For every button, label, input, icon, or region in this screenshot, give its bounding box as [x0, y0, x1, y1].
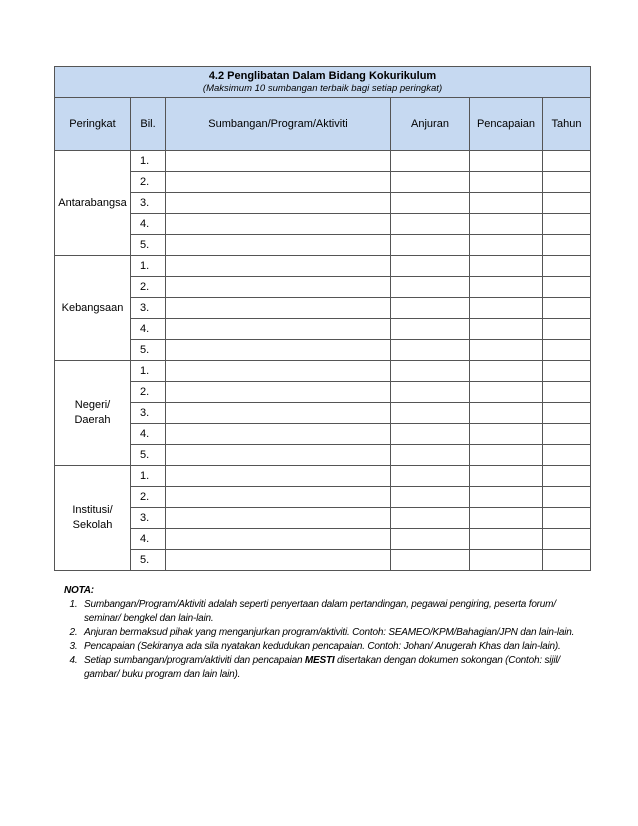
tahun-cell[interactable] [543, 319, 591, 340]
tahun-cell[interactable] [543, 214, 591, 235]
sumbangan-cell[interactable] [166, 550, 391, 571]
note-item [80, 640, 594, 654]
notes-heading: NOTA: [64, 585, 94, 596]
note-text: Anjuran bermaksud pihak yang menganjurkan program/aktiviti. Contoh: SEAMEO/KPM/Bahagian/JPN dan lain-lain. [84, 627, 575, 638]
pencapaian-cell[interactable] [470, 424, 543, 445]
note-item [80, 598, 594, 626]
pencapaian-cell[interactable] [470, 445, 543, 466]
anjuran-cell[interactable] [391, 424, 470, 445]
section-title: 4.2 Penglibatan Dalam Bidang Kokurikulum [208, 70, 437, 82]
tahun-cell[interactable] [543, 382, 591, 403]
note-text: Pencapaian (Sekiranya ada sila nyatakan kedudukan pencapaian. Contoh: Johan/ Anugerah Khas dan lain-lain). [84, 641, 561, 652]
group-label-line: Institusi/ [72, 504, 113, 516]
row-number: 1. [131, 256, 166, 277]
group-label-line: Negeri/ [74, 399, 111, 411]
tahun-cell[interactable] [543, 361, 591, 382]
section-title-cell [55, 67, 591, 98]
anjuran-cell[interactable] [391, 508, 470, 529]
pencapaian-cell[interactable] [470, 403, 543, 424]
note-text-after: disertakan dengan dokumen sokongan (Contoh: sijil/ gambar/ buku program dan lain lain). [84, 655, 560, 680]
row-number: 5. [131, 445, 166, 466]
table-row [55, 466, 591, 487]
group-label [55, 256, 131, 361]
sumbangan-cell[interactable] [166, 277, 391, 298]
anjuran-cell[interactable] [391, 382, 470, 403]
pencapaian-cell[interactable] [470, 382, 543, 403]
col-header-sumbangan: Sumbangan/Program/Aktiviti [166, 98, 391, 151]
anjuran-cell[interactable] [391, 214, 470, 235]
sumbangan-cell[interactable] [166, 445, 391, 466]
note-text: Sumbangan/Program/Aktiviti adalah seperti penyertaan dalam pertandingan, pegawai pengiring, peserta forum/ seminar/ bengkel dan lain-lain. [84, 599, 556, 624]
table-row [55, 172, 591, 193]
group-label [55, 151, 131, 256]
table-row [55, 193, 591, 214]
table-row [55, 403, 591, 424]
table-row [55, 235, 591, 256]
note-item [80, 626, 594, 640]
col-header-pencapaian: Pencapaian [470, 98, 543, 151]
anjuran-cell[interactable] [391, 340, 470, 361]
table-row [55, 508, 591, 529]
anjuran-cell[interactable] [391, 193, 470, 214]
pencapaian-cell[interactable] [470, 298, 543, 319]
pencapaian-cell[interactable] [470, 487, 543, 508]
anjuran-cell[interactable] [391, 172, 470, 193]
column-header-row [55, 98, 591, 151]
sumbangan-cell[interactable] [166, 424, 391, 445]
table-row [55, 445, 591, 466]
sumbangan-cell[interactable] [166, 214, 391, 235]
col-header-bil: Bil. [131, 98, 166, 151]
tahun-cell[interactable] [543, 277, 591, 298]
group-label-line: Sekolah [72, 519, 113, 531]
row-number: 5. [131, 235, 166, 256]
table-row [55, 298, 591, 319]
pencapaian-cell[interactable] [470, 235, 543, 256]
tahun-cell[interactable] [543, 445, 591, 466]
sumbangan-cell[interactable] [166, 403, 391, 424]
tahun-cell[interactable] [543, 298, 591, 319]
pencapaian-cell[interactable] [470, 172, 543, 193]
anjuran-cell[interactable] [391, 319, 470, 340]
tahun-cell[interactable] [543, 487, 591, 508]
pencapaian-cell[interactable] [470, 508, 543, 529]
pencapaian-cell[interactable] [470, 361, 543, 382]
tahun-cell[interactable] [543, 172, 591, 193]
row-number: 5. [131, 550, 166, 571]
group-label [55, 466, 131, 571]
sumbangan-cell[interactable] [166, 382, 391, 403]
sumbangan-cell[interactable] [166, 319, 391, 340]
row-number: 4. [131, 319, 166, 340]
table-row [55, 340, 591, 361]
note-item [80, 654, 594, 682]
anjuran-cell[interactable] [391, 361, 470, 382]
anjuran-cell[interactable] [391, 235, 470, 256]
sumbangan-cell[interactable] [166, 466, 391, 487]
sumbangan-cell[interactable] [166, 172, 391, 193]
tahun-cell[interactable] [543, 403, 591, 424]
anjuran-cell[interactable] [391, 151, 470, 172]
pencapaian-cell[interactable] [470, 277, 543, 298]
table-row [55, 550, 591, 571]
pencapaian-cell[interactable] [470, 529, 543, 550]
row-number: 2. [131, 487, 166, 508]
row-number: 4. [131, 424, 166, 445]
table-row [55, 529, 591, 550]
anjuran-cell[interactable] [391, 298, 470, 319]
row-number: 3. [131, 298, 166, 319]
tahun-cell[interactable] [543, 256, 591, 277]
pencapaian-cell[interactable] [470, 550, 543, 571]
tahun-cell[interactable] [543, 151, 591, 172]
row-number: 3. [131, 403, 166, 424]
row-number: 2. [131, 172, 166, 193]
anjuran-cell[interactable] [391, 403, 470, 424]
group-label-line: Antarabangsa [58, 196, 127, 209]
tahun-cell[interactable] [543, 529, 591, 550]
row-number: 1. [131, 151, 166, 172]
row-number: 1. [131, 361, 166, 382]
section-subtitle: (Maksimum 10 sumbangan terbaik bagi setiap peringkat) [202, 83, 443, 94]
row-number: 4. [131, 529, 166, 550]
row-number: 2. [131, 382, 166, 403]
pencapaian-cell[interactable] [470, 319, 543, 340]
group-label-line: Kebangsaan [61, 301, 124, 314]
row-number: 4. [131, 214, 166, 235]
anjuran-cell[interactable] [391, 487, 470, 508]
col-header-anjuran: Anjuran [391, 98, 470, 151]
note-text: Setiap sumbangan/program/aktiviti dan pencapaian [84, 655, 305, 666]
table-row [55, 277, 591, 298]
tahun-cell[interactable] [543, 466, 591, 487]
tahun-cell[interactable] [543, 424, 591, 445]
table-row [55, 151, 591, 172]
sumbangan-cell[interactable] [166, 256, 391, 277]
anjuran-cell[interactable] [391, 256, 470, 277]
pencapaian-cell[interactable] [470, 340, 543, 361]
table-body [55, 151, 591, 571]
table-row [55, 424, 591, 445]
row-number: 2. [131, 277, 166, 298]
sumbangan-cell[interactable] [166, 361, 391, 382]
note-emphasis: MESTI [304, 655, 335, 666]
sumbangan-cell[interactable] [166, 151, 391, 172]
kokurikulum-table [54, 66, 591, 571]
sumbangan-cell[interactable] [166, 193, 391, 214]
pencapaian-cell[interactable] [470, 256, 543, 277]
col-header-peringkat: Peringkat [55, 98, 131, 151]
table-row [55, 214, 591, 235]
notes-section [64, 584, 594, 682]
anjuran-cell[interactable] [391, 529, 470, 550]
sumbangan-cell[interactable] [166, 508, 391, 529]
pencapaian-cell[interactable] [470, 466, 543, 487]
tahun-cell[interactable] [543, 508, 591, 529]
notes-list [64, 598, 594, 682]
group-label [55, 361, 131, 466]
sumbangan-cell[interactable] [166, 298, 391, 319]
group-label-line: Daerah [74, 414, 111, 426]
pencapaian-cell[interactable] [470, 214, 543, 235]
tahun-cell[interactable] [543, 340, 591, 361]
sumbangan-cell[interactable] [166, 340, 391, 361]
table-row [55, 487, 591, 508]
sumbangan-cell[interactable] [166, 487, 391, 508]
row-number: 3. [131, 193, 166, 214]
row-number: 1. [131, 466, 166, 487]
sumbangan-cell[interactable] [166, 529, 391, 550]
table-row [55, 382, 591, 403]
tahun-cell[interactable] [543, 193, 591, 214]
table-row [55, 319, 591, 340]
sumbangan-cell[interactable] [166, 235, 391, 256]
table-row [55, 361, 591, 382]
col-header-tahun: Tahun [543, 98, 591, 151]
row-number: 3. [131, 508, 166, 529]
row-number: 5. [131, 340, 166, 361]
anjuran-cell[interactable] [391, 466, 470, 487]
pencapaian-cell[interactable] [470, 193, 543, 214]
pencapaian-cell[interactable] [470, 151, 543, 172]
tahun-cell[interactable] [543, 550, 591, 571]
anjuran-cell[interactable] [391, 550, 470, 571]
table-row [55, 256, 591, 277]
anjuran-cell[interactable] [391, 445, 470, 466]
anjuran-cell[interactable] [391, 277, 470, 298]
tahun-cell[interactable] [543, 235, 591, 256]
